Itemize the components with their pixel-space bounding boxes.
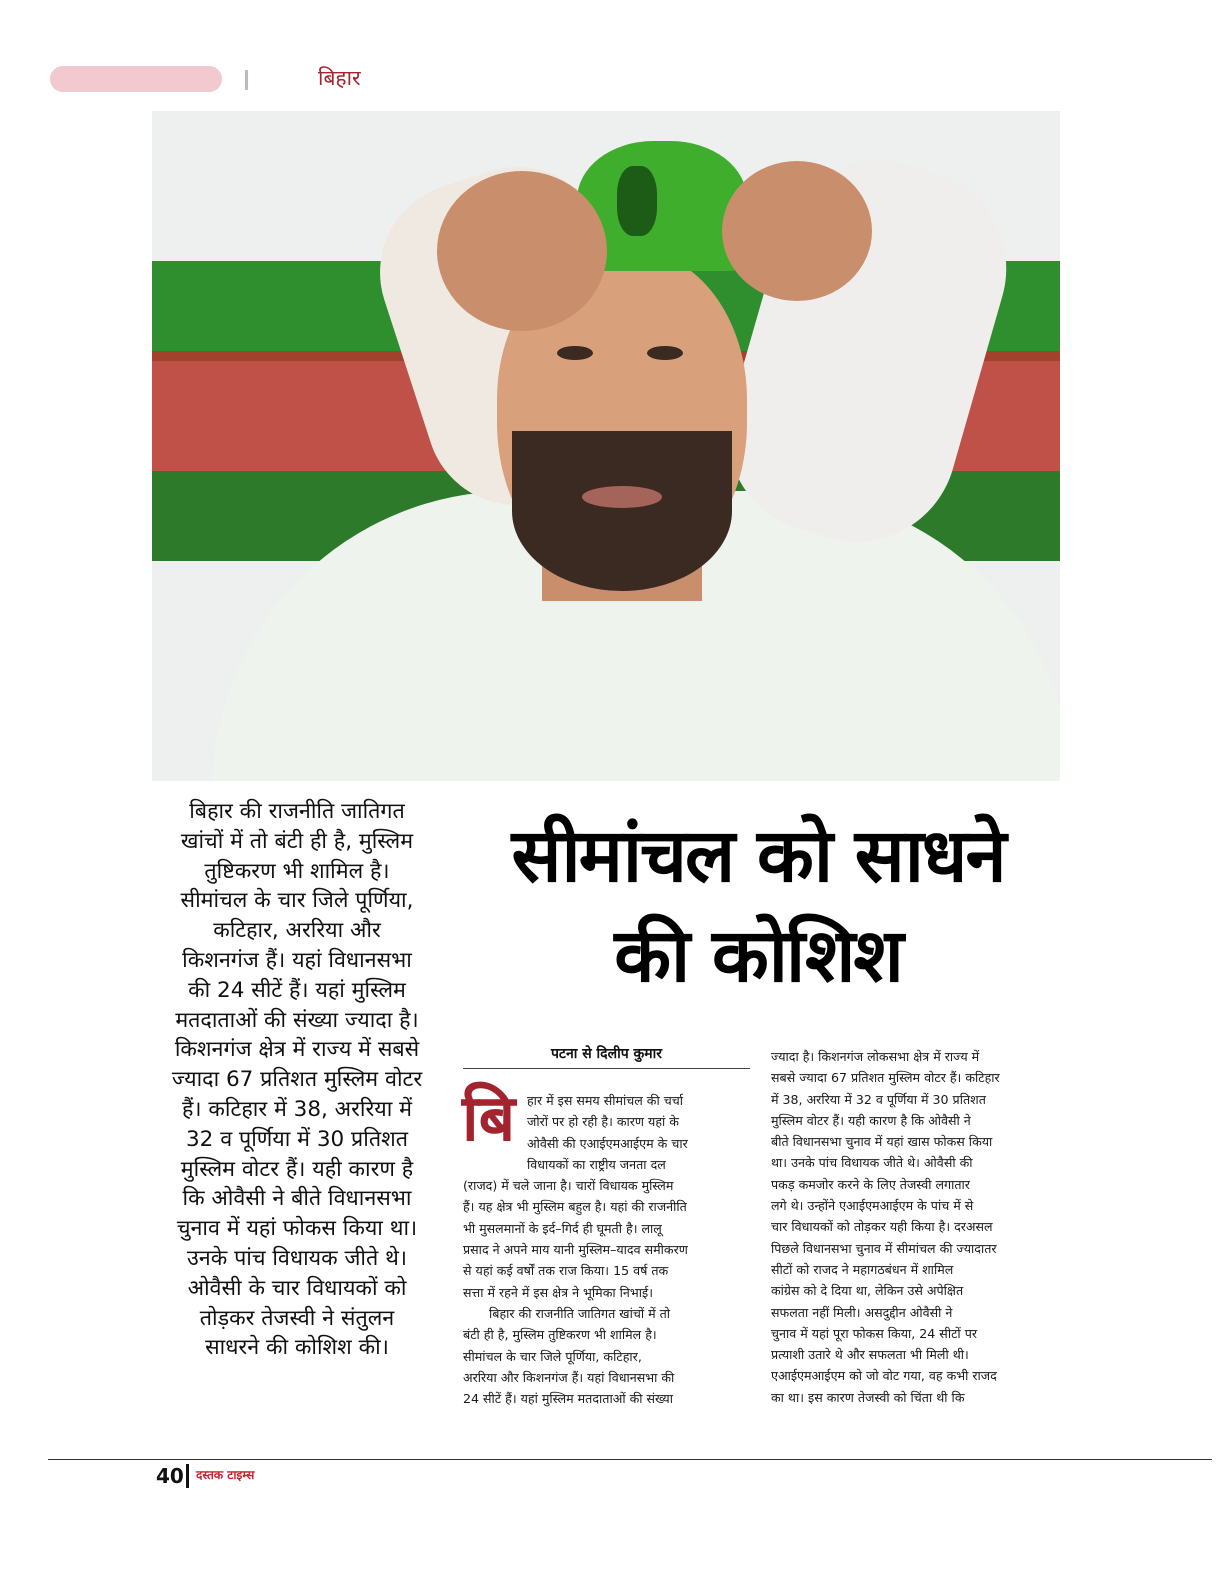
body-line: जोरों पर हो रही है। कारण यहां के — [527, 1114, 679, 1130]
body-column-1 — [463, 1090, 750, 1409]
body-line: विधायकों का राष्ट्रीय जनता दल — [527, 1156, 666, 1172]
photo-cap-emblem — [617, 166, 657, 236]
page-number: 40 — [156, 1464, 184, 1488]
body-line: ओवैसी की एआईएमआईएम के चार — [527, 1135, 688, 1151]
body-line: चार विधायकों को तोड़कर यही किया है। दरअसल — [771, 1219, 993, 1235]
photo-eye-right — [647, 346, 683, 360]
body-line: से यहां कई वर्षों तक राज किया। 15 वर्ष तक — [463, 1263, 669, 1279]
photo-beard — [512, 431, 732, 591]
summary-line: की 24 सीटें हैं। यहां मुस्लिम — [188, 977, 406, 1003]
body-line: सफलता नहीं मिली। असदुद्दीन ओवैसी ने — [771, 1304, 953, 1320]
photo-eye-left — [557, 346, 593, 360]
page-number-bar — [186, 1464, 189, 1488]
body-line: था। उनके पांच विधायक जीते थे। ओवैसी की — [771, 1155, 973, 1171]
body-line: बंटी ही है, मुस्लिम तुष्टिकरण भी शामिल है। — [463, 1327, 657, 1343]
body-line: लगे थे। उन्होंने एआईएमआईएम के पांच में से — [771, 1198, 974, 1214]
body-line: पकड़ कमजोर करने के लिए तेजस्वी लगातार — [771, 1176, 970, 1192]
body-line: मुस्लिम वोटर हैं। यही कारण है कि ओवैसी ने — [771, 1112, 971, 1128]
body-column-2 — [771, 1046, 1059, 1408]
summary-blurb — [148, 797, 446, 1363]
summary-line: तुष्टिकरण भी शामिल है। — [204, 858, 390, 884]
section-name: बिहार — [318, 66, 361, 90]
byline: पटना से दिलीप कुमार — [550, 1046, 663, 1062]
body-line: सबसे ज्यादा 67 प्रतिशत मुस्लिम वोटर हैं। कटिहार — [771, 1070, 1000, 1086]
summary-line: तोड़कर तेजस्वी ने संतुलन — [199, 1305, 395, 1331]
summary-line: सीमांचल के चार जिले पूर्णिया, — [180, 888, 414, 914]
body-line: सीमांचल के चार जिले पूर्णिया, कटिहार, — [463, 1348, 642, 1364]
summary-line: बिहार की राजनीति जातिगत — [189, 799, 405, 824]
summary-line: किशनगंज क्षेत्र में राज्य में सबसे — [174, 1037, 420, 1063]
summary-line: ज्यादा 67 प्रतिशत मुस्लिम वोटर — [171, 1067, 423, 1093]
headline-line-1: सीमांचल को साधने — [511, 813, 1005, 899]
section-pill — [50, 66, 222, 92]
photo-hand-right — [722, 161, 872, 301]
summary-line: चुनाव में यहां फोकस किया था। — [176, 1216, 418, 1242]
summary-line: कटिहार, अररिया और — [213, 918, 381, 944]
body-line: सत्ता में रहने में इस क्षेत्र ने भूमिका निभाई। — [463, 1284, 653, 1300]
summary-line: उनके पांच विधायक जीते थे। — [187, 1245, 407, 1271]
body-line: का था। इस कारण तेजस्वी को चिंता थी कि — [771, 1389, 965, 1405]
summary-line: कि ओवैसी ने बीते विधानसभा — [182, 1186, 412, 1212]
body-line: में 38, अररिया में 32 व पूर्णिया में 30 प्रतिशत — [771, 1091, 986, 1107]
summary-line: खांचों में तो बंटी ही है, मुस्लिम — [180, 828, 414, 854]
body-line: बीते विधानसभा चुनाव में यहां खास फोकस किया — [771, 1134, 993, 1150]
summary-line: 32 व पूर्णिया में 30 प्रतिशत — [186, 1126, 408, 1152]
body-line: (राजद) में चले जाना है। चारों विधायक मुस्लिम — [463, 1178, 674, 1194]
body-line: प्रत्याशी उतारे थे और सफलता भी मिली थी। — [771, 1347, 969, 1363]
body-line: सीटों को राजद ने महागठबंधन में शामिल — [771, 1261, 954, 1277]
body-line: भी मुसलमानों के इर्द–गिर्द ही घूमती है। लालू — [463, 1220, 662, 1236]
body-line: बिहार की राजनीति जातिगत खांचों में तो — [489, 1305, 671, 1321]
body-line: हार में इस समय सीमांचल की चर्चा — [527, 1093, 683, 1108]
body-line: 24 सीटें हैं। यहां मुस्लिम मतदाताओं की संख्या — [463, 1391, 673, 1407]
section-separator — [245, 70, 248, 90]
photo-mouth — [582, 486, 662, 508]
byline-rule — [463, 1068, 750, 1069]
body-line: पिछले विधानसभा चुनाव में सीमांचल की ज्यादातर — [771, 1240, 997, 1256]
summary-line: हैं। कटिहार में 38, अररिया में — [182, 1096, 412, 1122]
footer-rule — [48, 1459, 1212, 1460]
body-line: अररिया और किशनगंज हैं। यहां विधानसभा की — [463, 1369, 675, 1385]
body-line: कांग्रेस को दे दिया था, लेकिन उसे अपेक्षित — [771, 1283, 964, 1299]
body-line: चुनाव में यहां पूरा फोकस किया, 24 सीटों पर — [771, 1325, 977, 1341]
article-headline — [458, 806, 1058, 1006]
photo-hand-left — [437, 171, 607, 331]
summary-line: मतदाताओं की संख्या ज्यादा है। — [175, 1007, 419, 1033]
summary-line: किशनगंज हैं। यहां विधानसभा — [182, 947, 412, 973]
body-line: ज्यादा है। किशनगंज लोकसभा क्षेत्र में राज्य में — [771, 1049, 980, 1064]
body-line: हैं। यह क्षेत्र भी मुस्लिम बहुल है। यहां की राजनीति — [463, 1199, 687, 1215]
publication-masthead: दस्तक टाइम्स — [196, 1468, 255, 1482]
headline-line-2: की कोशिश — [614, 913, 902, 999]
body-line: प्रसाद ने अपने माय यानी मुस्लिम–यादव समीकरण — [463, 1242, 688, 1258]
lead-photo — [152, 111, 1060, 781]
summary-line: ओवैसी के चार विधायकों को — [187, 1275, 407, 1301]
summary-line: मुस्लिम वोटर हैं। यही कारण है — [180, 1156, 414, 1182]
summary-line: साधरने की कोशिश की। — [205, 1335, 389, 1361]
body-line: एआईएमआईएम को जो वोट गया, वह कभी राजद — [771, 1368, 997, 1384]
drop-cap: बि — [462, 1082, 516, 1156]
